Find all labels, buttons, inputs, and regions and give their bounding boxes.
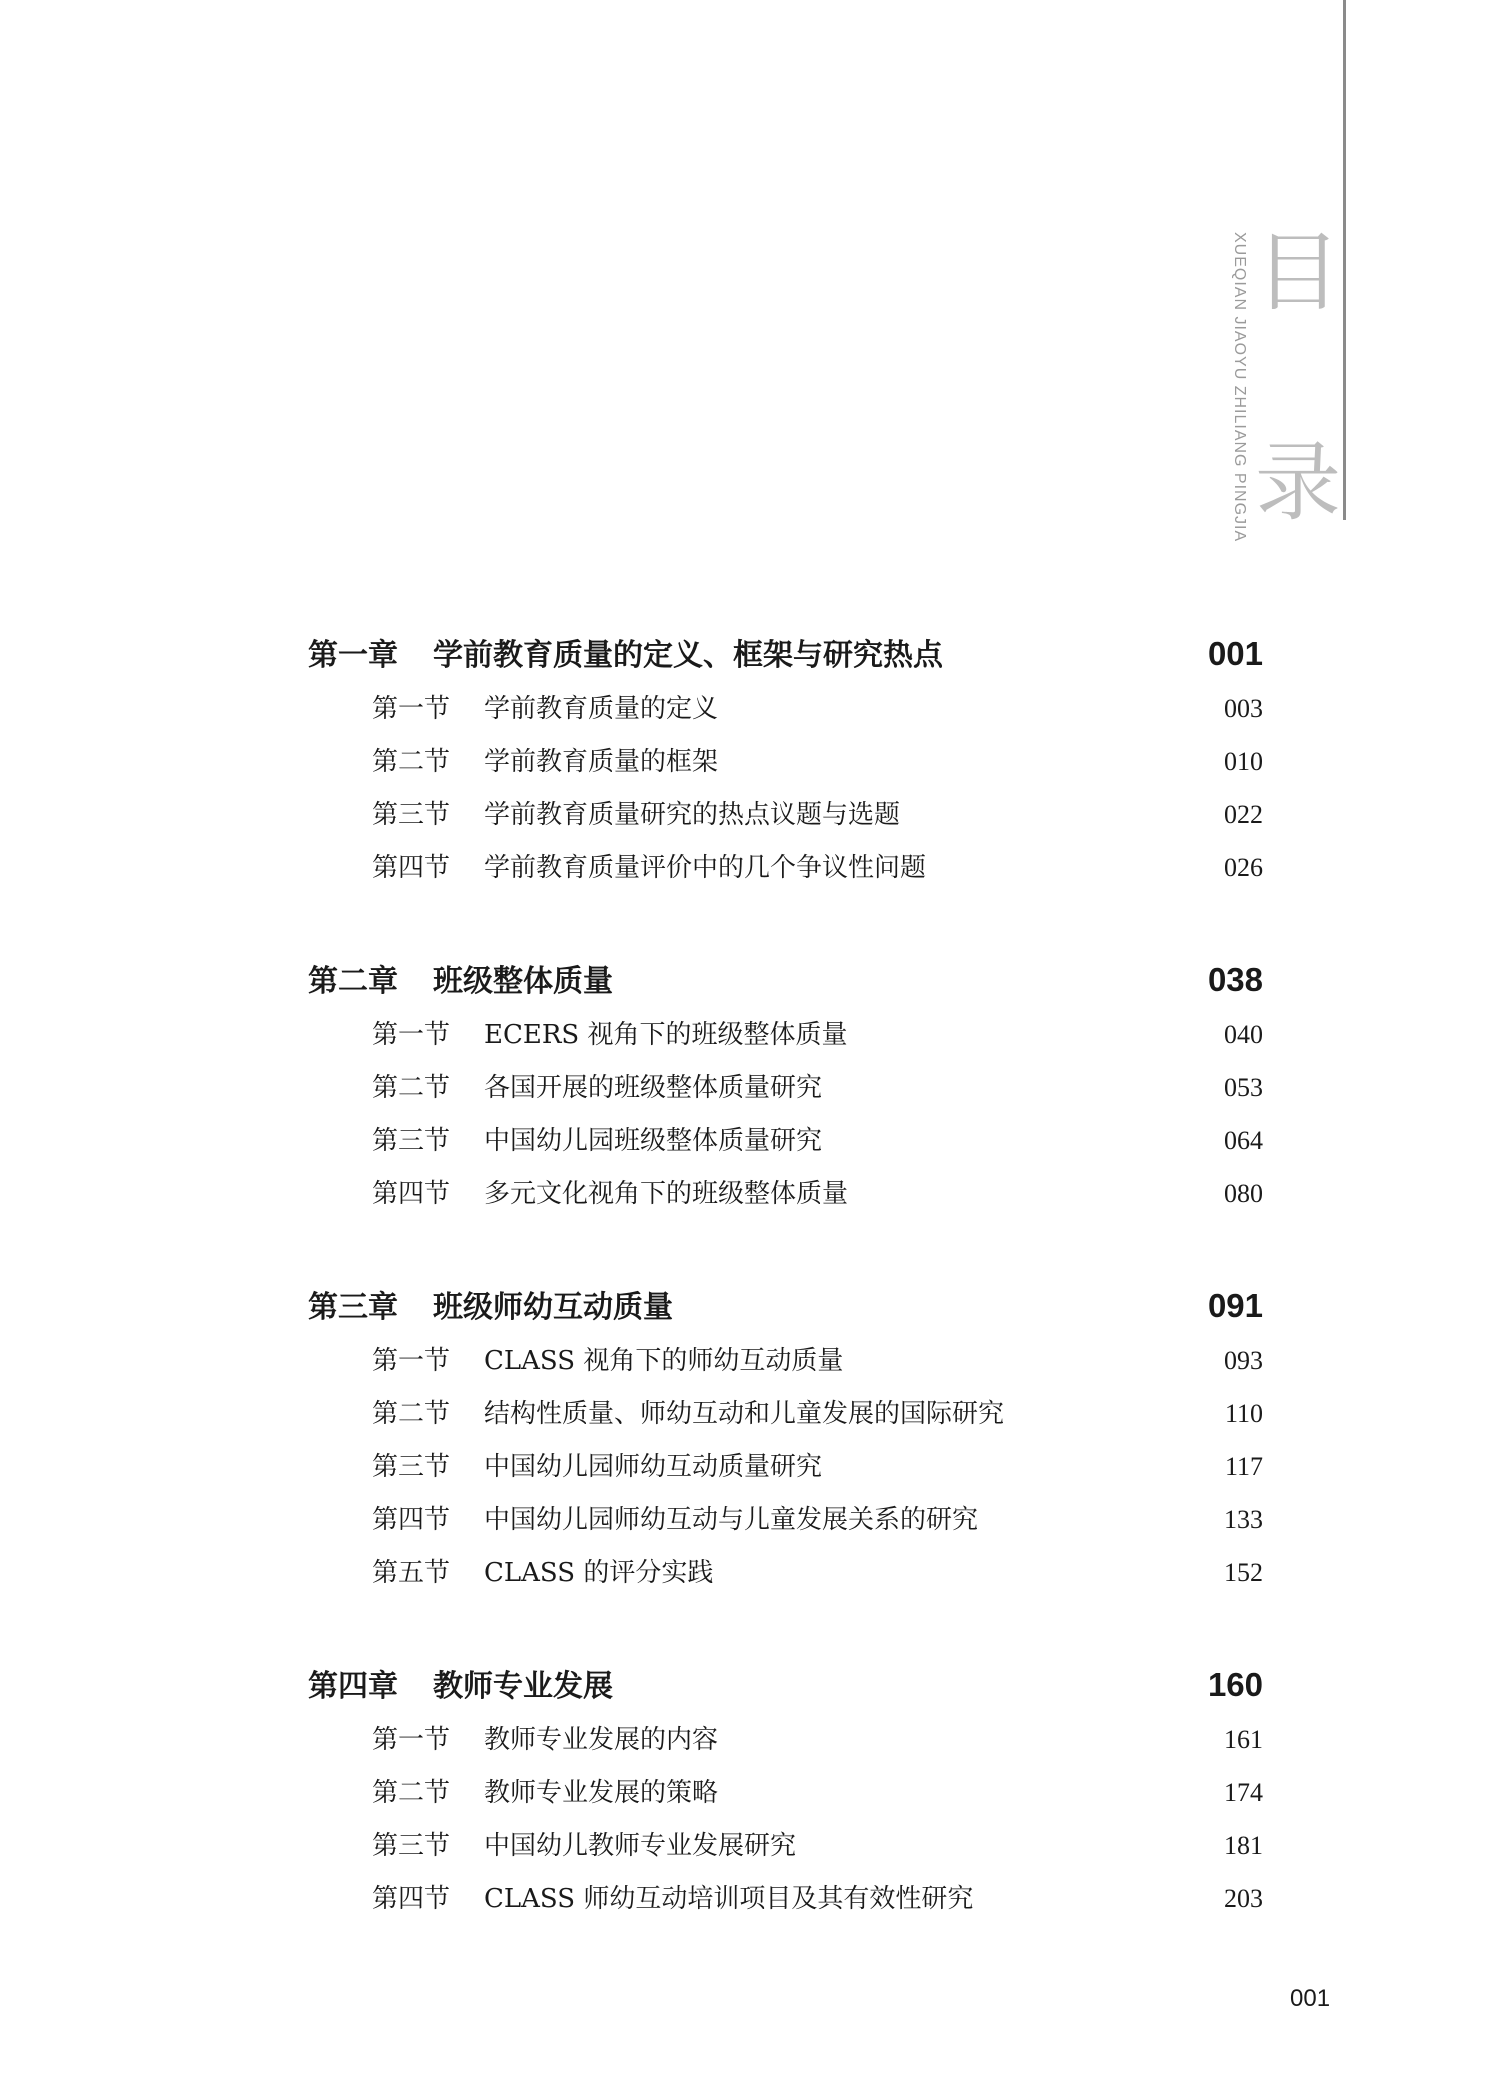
section-title: 中国幼儿园师幼互动与儿童发展关系的研究 bbox=[484, 1505, 979, 1535]
chapter-block bbox=[308, 1661, 1263, 1931]
section-page: 203 bbox=[1224, 1884, 1263, 1913]
section-page: 117 bbox=[1224, 1452, 1263, 1481]
chapter-row[interactable] bbox=[308, 630, 1263, 688]
chapter-page: 160 bbox=[1207, 1666, 1263, 1703]
section-row[interactable] bbox=[308, 741, 1263, 794]
section-page: 022 bbox=[1224, 800, 1263, 829]
chapter-label: 第三章 bbox=[308, 1290, 398, 1325]
chapter-title: 班级整体质量 bbox=[433, 964, 613, 999]
chapter-block bbox=[308, 630, 1263, 900]
chapter-page: 001 bbox=[1207, 635, 1263, 672]
section-page: 040 bbox=[1224, 1020, 1263, 1049]
section-row[interactable] bbox=[308, 1719, 1263, 1772]
section-title: 结构性质量、师幼互动和儿童发展的国际研究 bbox=[484, 1399, 1005, 1429]
section-label: 第五节 bbox=[372, 1558, 451, 1588]
section-row[interactable] bbox=[308, 794, 1263, 847]
section-row[interactable] bbox=[308, 1825, 1263, 1878]
section-page: 110 bbox=[1224, 1399, 1263, 1428]
section-title: ECERS 视角下的班级整体质量 bbox=[484, 1020, 848, 1050]
section-label: 第三节 bbox=[372, 1831, 451, 1861]
section-label: 第四节 bbox=[372, 1884, 451, 1914]
section-page: 093 bbox=[1224, 1346, 1263, 1375]
vertical-rule bbox=[1343, 0, 1346, 520]
chapter-row[interactable] bbox=[308, 956, 1263, 1014]
section-label: 第三节 bbox=[372, 1452, 451, 1482]
section-row[interactable] bbox=[308, 1014, 1263, 1067]
section-row[interactable] bbox=[308, 1067, 1263, 1120]
section-row[interactable] bbox=[308, 847, 1263, 900]
section-title: 中国幼儿教师专业发展研究 bbox=[484, 1831, 797, 1861]
section-title: 中国幼儿园师幼互动质量研究 bbox=[484, 1452, 823, 1482]
section-page: 161 bbox=[1224, 1725, 1263, 1754]
section-title: 教师专业发展的内容 bbox=[484, 1725, 719, 1755]
title-char-top: 目 bbox=[1255, 223, 1341, 323]
section-row[interactable] bbox=[308, 1173, 1263, 1226]
chapter-block bbox=[308, 956, 1263, 1226]
chapter-label: 第二章 bbox=[308, 964, 398, 999]
page-number: 001 bbox=[1290, 1985, 1331, 2012]
section-label: 第一节 bbox=[372, 1020, 451, 1050]
section-title: 学前教育质量的框架 bbox=[484, 747, 719, 777]
section-row[interactable] bbox=[308, 1878, 1263, 1931]
section-label: 第二节 bbox=[372, 1399, 451, 1429]
chapter-title: 班级师幼互动质量 bbox=[433, 1290, 673, 1325]
section-row[interactable] bbox=[308, 1446, 1263, 1499]
chapter-title: 教师专业发展 bbox=[433, 1669, 613, 1704]
section-label: 第二节 bbox=[372, 747, 451, 777]
chapter-page: 091 bbox=[1207, 1287, 1263, 1324]
section-row[interactable] bbox=[308, 1393, 1263, 1446]
section-title: 中国幼儿园班级整体质量研究 bbox=[484, 1126, 823, 1156]
section-label: 第三节 bbox=[372, 1126, 451, 1156]
chapter-label: 第一章 bbox=[308, 638, 398, 673]
section-label: 第一节 bbox=[372, 1346, 451, 1376]
section-row[interactable] bbox=[308, 1552, 1263, 1605]
pinyin-subtitle: XUEQIAN JIAOYU ZHILIANG PINGJIA bbox=[1231, 232, 1248, 543]
section-row[interactable] bbox=[308, 1499, 1263, 1552]
section-title: 多元文化视角下的班级整体质量 bbox=[484, 1179, 849, 1209]
section-page: 010 bbox=[1224, 747, 1263, 776]
chapter-label: 第四章 bbox=[308, 1669, 398, 1704]
section-title: 学前教育质量的定义 bbox=[484, 694, 719, 724]
section-row[interactable] bbox=[308, 688, 1263, 741]
section-page: 174 bbox=[1224, 1778, 1263, 1807]
title-char-bottom: 录 bbox=[1255, 433, 1341, 533]
section-page: 181 bbox=[1224, 1831, 1263, 1860]
section-page: 053 bbox=[1224, 1073, 1263, 1102]
section-page: 003 bbox=[1224, 694, 1263, 723]
section-page: 026 bbox=[1224, 853, 1263, 882]
section-row[interactable] bbox=[308, 1340, 1263, 1393]
section-title: 学前教育质量研究的热点议题与选题 bbox=[484, 800, 901, 830]
chapter-row[interactable] bbox=[308, 1282, 1263, 1340]
section-title: 教师专业发展的策略 bbox=[484, 1778, 719, 1808]
section-label: 第四节 bbox=[372, 1179, 451, 1209]
section-title: CLASS 的评分实践 bbox=[484, 1558, 714, 1588]
section-page: 080 bbox=[1224, 1179, 1263, 1208]
chapter-block bbox=[308, 1282, 1263, 1605]
section-row[interactable] bbox=[308, 1120, 1263, 1173]
section-title: 各国开展的班级整体质量研究 bbox=[484, 1073, 823, 1103]
section-page: 152 bbox=[1224, 1558, 1263, 1587]
section-label: 第四节 bbox=[372, 853, 451, 883]
chapter-page: 038 bbox=[1207, 961, 1263, 998]
section-page: 133 bbox=[1224, 1505, 1263, 1534]
section-label: 第三节 bbox=[372, 800, 451, 830]
chapter-row[interactable] bbox=[308, 1661, 1263, 1719]
section-label: 第二节 bbox=[372, 1778, 451, 1808]
section-title: 学前教育质量评价中的几个争议性问题 bbox=[484, 853, 927, 883]
section-label: 第一节 bbox=[372, 694, 451, 724]
section-label: 第二节 bbox=[372, 1073, 451, 1103]
section-label: 第四节 bbox=[372, 1505, 451, 1535]
chapter-title: 学前教育质量的定义、框架与研究热点 bbox=[433, 638, 943, 673]
section-title: CLASS 视角下的师幼互动质量 bbox=[484, 1346, 844, 1376]
section-label: 第一节 bbox=[372, 1725, 451, 1755]
section-row[interactable] bbox=[308, 1772, 1263, 1825]
table-of-contents bbox=[308, 630, 1263, 1987]
section-page: 064 bbox=[1224, 1126, 1263, 1155]
section-title: CLASS 师幼互动培训项目及其有效性研究 bbox=[484, 1884, 974, 1914]
